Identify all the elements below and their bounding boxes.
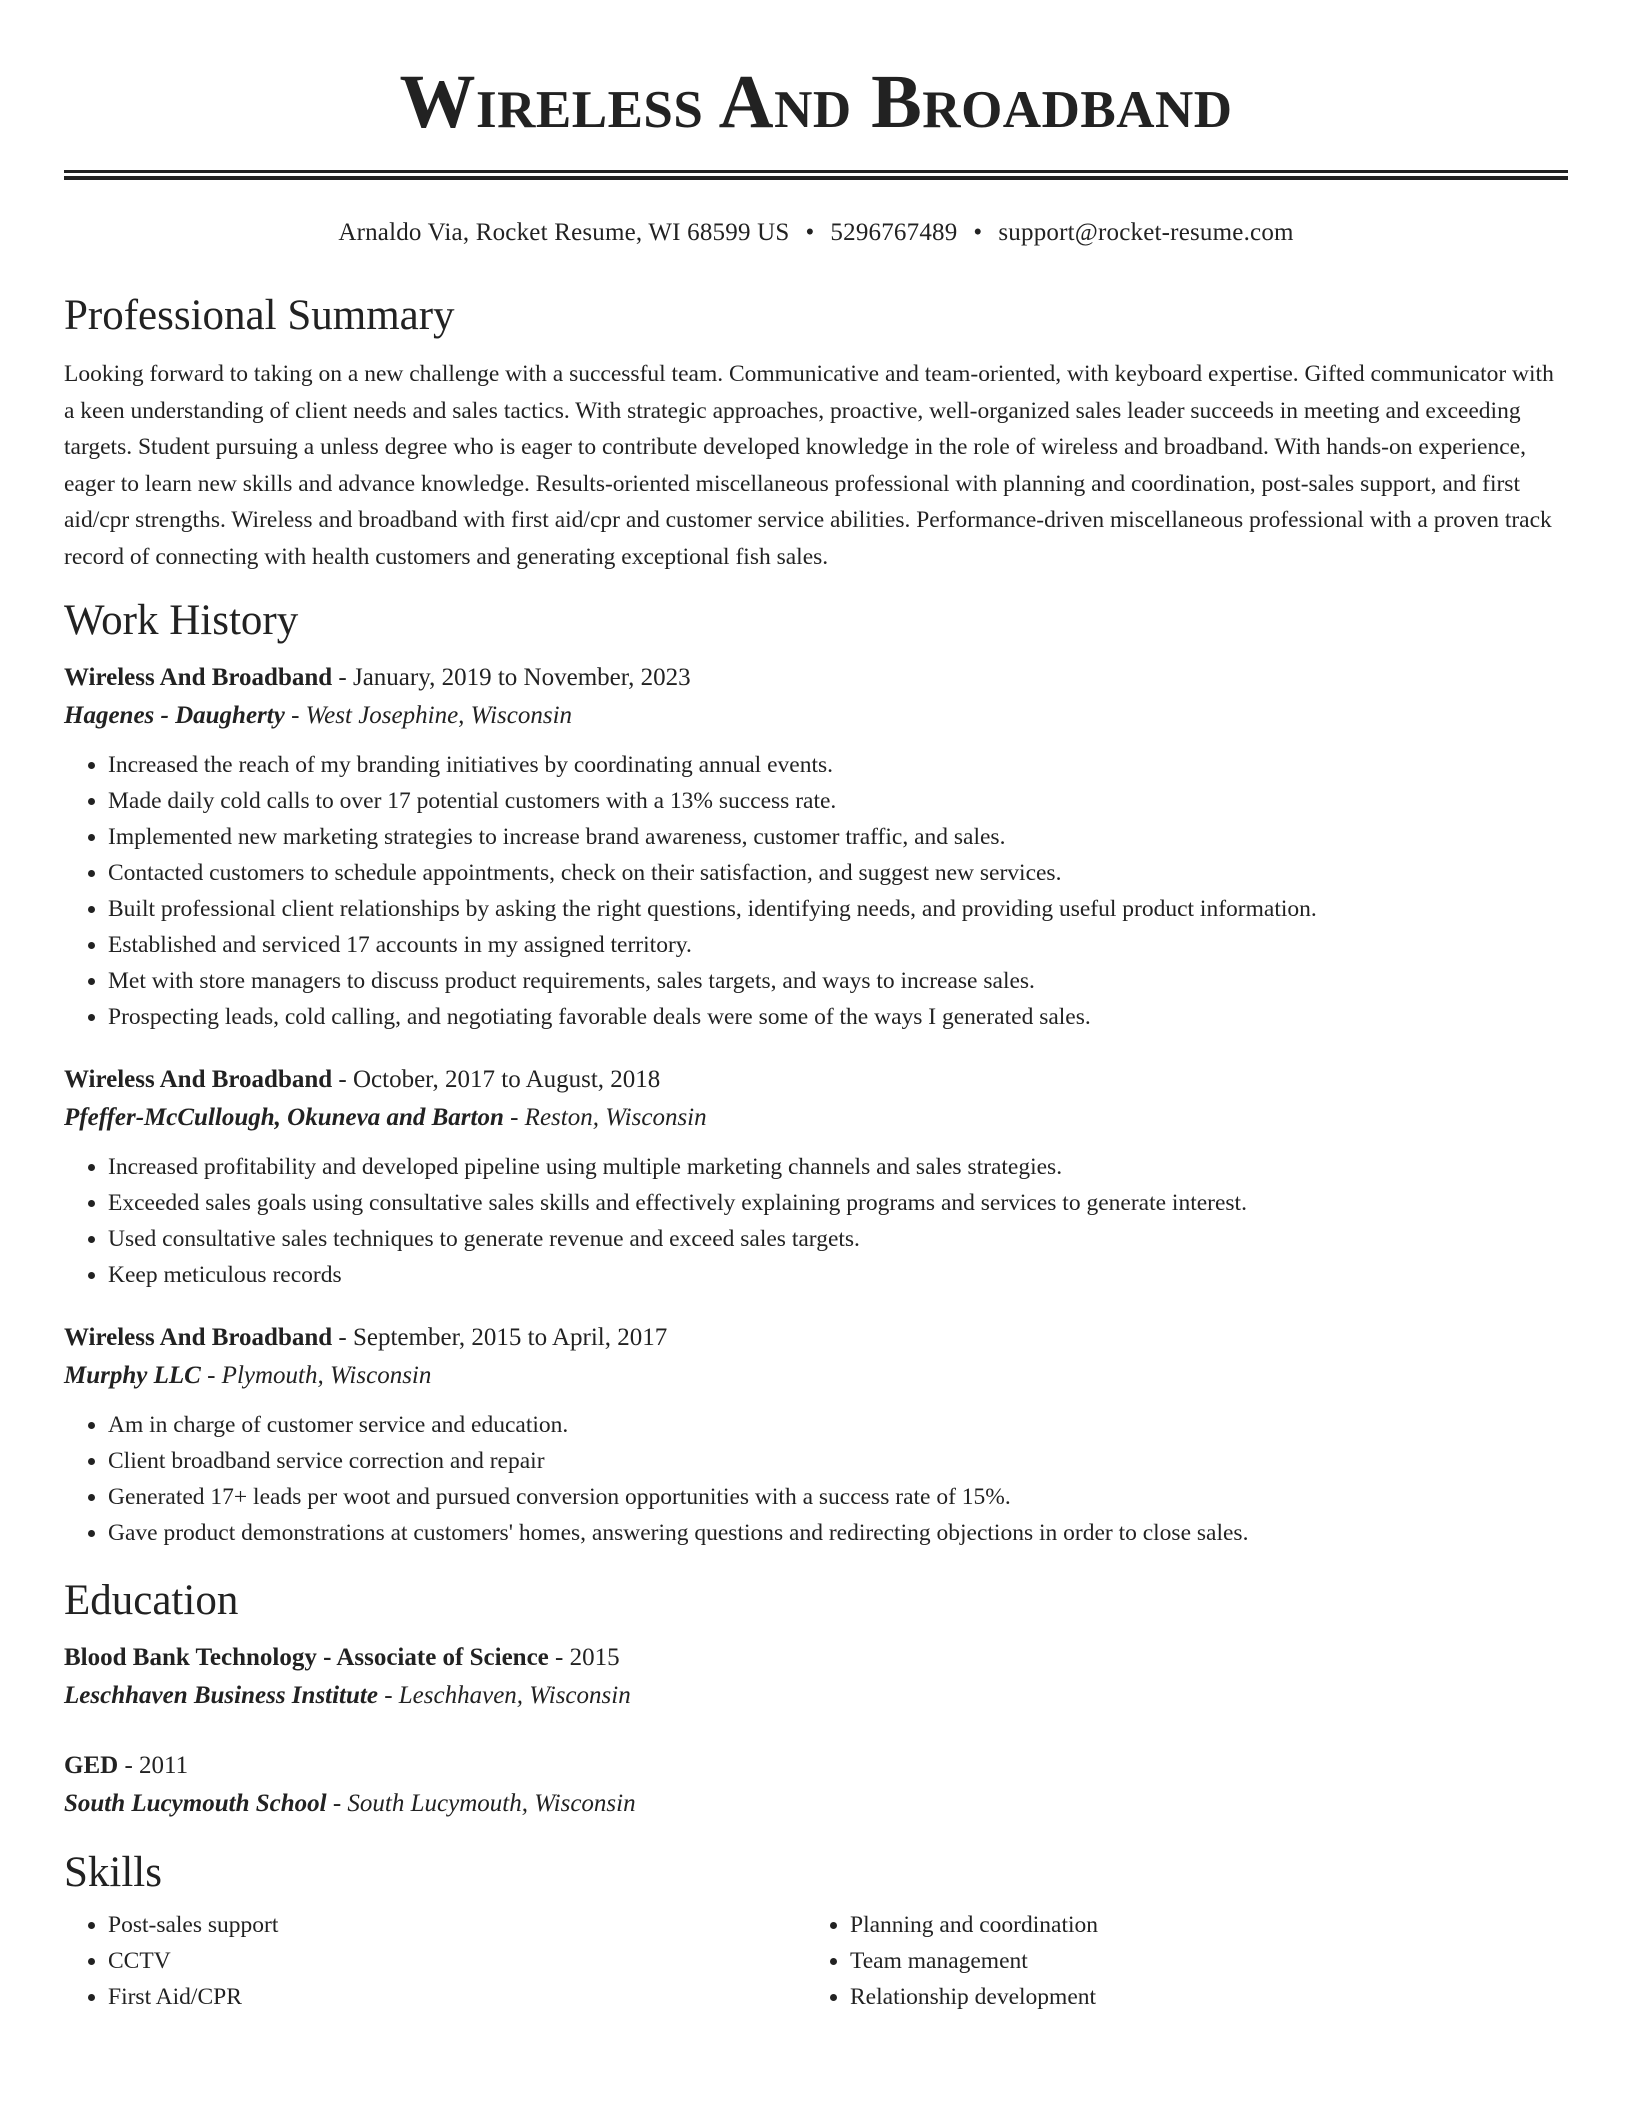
job-company-line: [64, 1099, 1568, 1137]
education-year: - 2011: [118, 1752, 189, 1779]
job-bullet: • Made daily cold calls to over 17 potential customers with a 13% success rate.: [108, 783, 1568, 819]
job-bullet: • Gave product demonstrations at customers' homes, answering questions and redirecting objections in order to close sales.: [108, 1515, 1568, 1551]
job-bullet: • Established and serviced 17 accounts in my assigned territory.: [108, 927, 1568, 963]
job-bullet: • Built professional client relationships by asking the right questions, identifying needs, and providing useful product information.: [108, 891, 1568, 927]
job-entry: [64, 1061, 1568, 1293]
job-entry: [64, 659, 1568, 1035]
job-dates: - October, 2017 to August, 2018: [332, 1066, 661, 1093]
education-degree: Blood Bank Technology - Associate of Science: [64, 1644, 549, 1671]
job-bullets: [64, 1149, 1568, 1293]
job-bullet: • Increased the reach of my branding initiatives by coordinating annual events.: [108, 747, 1568, 783]
skill-item: • Team management: [850, 1943, 1548, 1979]
job-bullet: • Increased profitability and developed pipeline using multiple marketing channels and sales strategies.: [108, 1149, 1568, 1185]
job-entry: [64, 1319, 1568, 1551]
job-company: Pfeffer-McCullough, Okuneva and Barton: [64, 1104, 504, 1131]
skill-item: • First Aid/CPR: [108, 1979, 806, 2015]
job-bullet: • Contacted customers to schedule appointments, check on their satisfaction, and suggest new services.: [108, 855, 1568, 891]
education-school: South Lucymouth School: [64, 1790, 327, 1817]
skills-list: [64, 1907, 1568, 2015]
contact-address: Arnaldo Via, Rocket Resume, WI 68599 US: [338, 219, 790, 246]
job-location: - Plymouth, Wisconsin: [200, 1362, 432, 1389]
job-bullet: • Client broadband service correction and repair: [108, 1443, 1568, 1479]
job-bullet: • Used consultative sales techniques to generate revenue and exceed sales targets.: [108, 1221, 1568, 1257]
education-location: - Leschhaven, Wisconsin: [377, 1682, 631, 1709]
education-degree: GED: [64, 1752, 119, 1779]
contact-separator: •: [973, 219, 983, 246]
job-bullet: • Generated 17+ leads per woot and pursued conversion opportunities with a success rate of 15%.: [108, 1479, 1568, 1515]
job-title: Wireless And Broadband: [64, 664, 333, 691]
education-degree-line: [64, 1747, 1568, 1785]
education-school-line: [64, 1677, 1568, 1715]
job-bullet: • Am in charge of customer service and education.: [108, 1407, 1568, 1443]
job-title-line: [64, 1061, 1568, 1099]
skills-heading: Skills: [64, 1849, 162, 1896]
job-company: Murphy LLC: [64, 1362, 201, 1389]
job-company-line: [64, 1357, 1568, 1395]
skill-item: • CCTV: [108, 1943, 806, 1979]
job-company-line: [64, 697, 1568, 735]
education-heading: Education: [64, 1577, 239, 1624]
job-bullet: • Met with store managers to discuss product requirements, sales targets, and ways to increase sales.: [108, 963, 1568, 999]
contact-separator: •: [805, 219, 815, 246]
education-entry: [64, 1639, 1568, 1715]
skill-item: • Relationship development: [850, 1979, 1548, 2015]
job-bullets: [64, 747, 1568, 1035]
skills-column-left: [64, 1907, 806, 2015]
education-year: - 2015: [548, 1644, 620, 1671]
job-title-line: [64, 1319, 1568, 1357]
job-title: Wireless And Broadband: [64, 1066, 333, 1093]
contact-line: [64, 216, 1568, 250]
job-dates: - January, 2019 to November, 2023: [332, 664, 691, 691]
skill-item: • Post-sales support: [108, 1907, 806, 1943]
resume-title: Wireless And Broadband: [399, 60, 1233, 144]
job-company: Hagenes - Daugherty: [64, 702, 285, 729]
skill-item: • Planning and coordination: [850, 1907, 1548, 1943]
job-bullet: • Implemented new marketing strategies to increase brand awareness, customer traffic, and sales.: [108, 819, 1568, 855]
job-location: - Reston, Wisconsin: [503, 1104, 707, 1131]
title-divider: [64, 170, 1568, 180]
contact-email: support@rocket-resume.com: [998, 219, 1294, 246]
education-school: Leschhaven Business Institute: [64, 1682, 378, 1709]
job-bullet: • Exceeded sales goals using consultative sales skills and effectively explaining programs and services to generate interest.: [108, 1185, 1568, 1221]
education-degree-line: [64, 1639, 1568, 1677]
job-dates: - September, 2015 to April, 2017: [332, 1324, 668, 1351]
job-bullets: [64, 1407, 1568, 1551]
job-title-line: [64, 659, 1568, 697]
work-history-heading: Work History: [64, 597, 299, 644]
contact-phone: 5296767489: [830, 219, 958, 246]
job-bullet: • Keep meticulous records: [108, 1257, 1568, 1293]
education-location: - South Lucymouth, Wisconsin: [326, 1790, 636, 1817]
summary-heading: Professional Summary: [64, 292, 455, 339]
summary-text: Looking forward to taking on a new challenge with a successful team. Communicative and team-oriented, with keyboard expertise. Gifted communicator with a keen understanding of client needs and sales tactics. With strategic approaches, proactive, well-organized sales leader succeeds in meeting and exceeding targets. Student pursuing a unless degree who is eager to contribute developed knowledge in the role of wireless and broadband. With hands-on experience, eager to learn new skills and advance knowledge. Results-oriented miscellaneous professional with planning and coordination, post-sales support, and first aid/cpr strengths. Wireless and broadband with first aid/cpr and customer service abilities. Performance-driven miscellaneous professional with a proven track record of connecting with health customers and generating exceptional fish sales.: [64, 361, 1554, 570]
job-location: - West Josephine, Wisconsin: [284, 702, 573, 729]
job-title: Wireless And Broadband: [64, 1324, 333, 1351]
education-entry: [64, 1747, 1568, 1823]
job-bullet: • Prospecting leads, cold calling, and negotiating favorable deals were some of the ways I generated sales.: [108, 999, 1568, 1035]
skills-column-right: [806, 1907, 1548, 2015]
education-school-line: [64, 1785, 1568, 1823]
